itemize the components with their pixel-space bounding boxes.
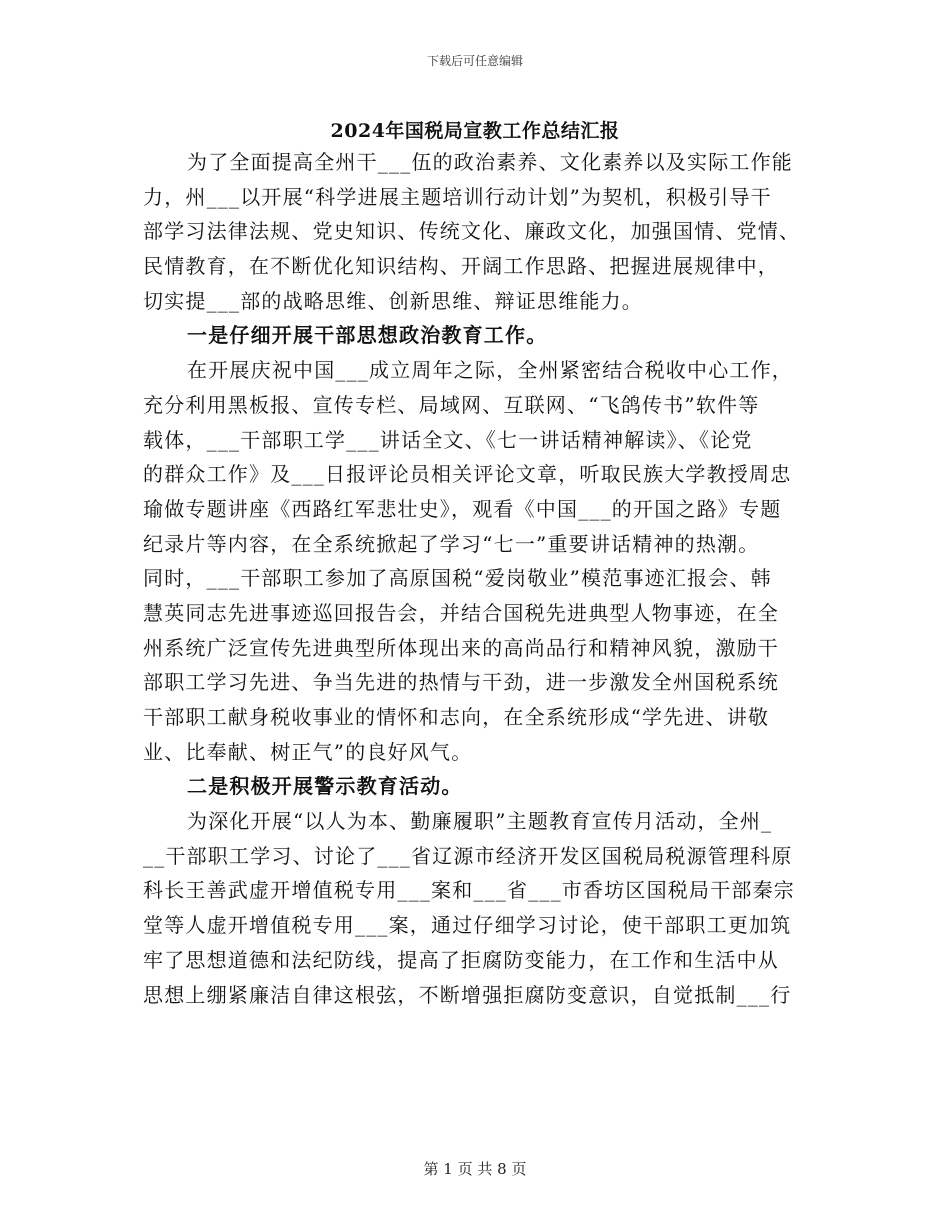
text-line: 科长王善武虚开增值税专用___案和___省___市香坊区国税局干部秦宗	[143, 878, 795, 903]
section-heading-2: 二是积极开展警示教育活动。	[187, 774, 463, 799]
section-heading-1: 一是仔细开展干部思想政治教育工作。	[187, 323, 548, 348]
text-line: 部职工学习先进、争当先进的热情与干劲，进一步激发全州国税系统	[143, 670, 779, 695]
text-line: 载体，___干部职工学___讲话全文、《七一讲话精神解读》、《论党	[143, 427, 753, 452]
header-note: 下载后可任意编辑	[426, 54, 523, 68]
text-line: 瑜做专题讲座《西路红军悲壮史》，观看《中国___的开国之路》专题	[143, 496, 782, 521]
text-line: 州系统广泛宣传先进典型所体现出来的高尚品行和精神风貌，激励干	[143, 635, 779, 660]
text-line: 民情教育，在不断优化知识结构、开阔工作思路、把握进展规律中，	[143, 254, 779, 279]
text-line: 业、比奉献、树正气”的良好风气。	[143, 739, 473, 764]
document-body	[143, 145, 803, 1012]
text-line: 力，州___以开展“科学进展主题培训行动计划”为契机，积极引导干	[143, 184, 772, 209]
text-line: 充分利用黑板报、宣传专栏、局域网、互联网、“飞鸽传书”软件等	[143, 392, 760, 417]
text-line: 纪录片等内容，在全系统掀起了学习“七一”重要讲话精神的热潮。	[143, 531, 760, 556]
text-line: __干部职工学习、讨论了___省辽源市经济开发区国税局税源管理科原	[143, 843, 793, 868]
document-title: 2024年国税局宣教工作总结汇报	[330, 120, 620, 142]
paragraph-political-education	[143, 353, 803, 769]
paragraph-warning-education	[143, 804, 803, 1012]
text-line: 堂等人虚开增值税专用___案，通过仔细学习讨论，使干部职工更加筑	[143, 913, 792, 938]
text-line: 在开展庆祝中国___成立周年之际，全州紧密结合税收中心工作，	[187, 358, 793, 383]
text-line: 牢了思想道德和法纪防线，提高了拒腐防变能力，在工作和生活中从	[143, 947, 779, 972]
text-line: 干部职工献身税收事业的情怀和志向，在全系统形成“学先进、讲敬	[143, 705, 770, 729]
text-line: 同时，___干部职工参加了高原国税“爱岗敬业”模范事迹汇报会、韩	[143, 566, 772, 591]
text-line: 为了全面提高全州干___伍的政治素养、文化素养以及实际工作能	[187, 150, 793, 174]
text-line: 切实提___部的战略思维、创新思维、辩证思维能力。	[143, 288, 643, 313]
text-line: 思想上绷紧廉洁自律这根弦，不断增强拒腐防变意识，自觉抵制___行	[143, 982, 792, 1007]
page-number: 第 1 页 共 8 页	[423, 1160, 527, 1178]
text-line: 的群众工作》及___日报评论员相关评论文章，听取民族大学教授周忠	[143, 462, 792, 487]
text-line: 部学习法律法规、党史知识、传统文化、廉政文化，加强国情、党情、	[143, 219, 801, 244]
text-line: 慧英同志先进事迹巡回报告会，并结合国税先进典型人物事迹，在全	[143, 600, 779, 625]
paragraph-intro	[143, 145, 803, 318]
text-line: 为深化开展“以人为本、勤廉履职”主题教育宣传月活动，全州_	[187, 809, 773, 834]
